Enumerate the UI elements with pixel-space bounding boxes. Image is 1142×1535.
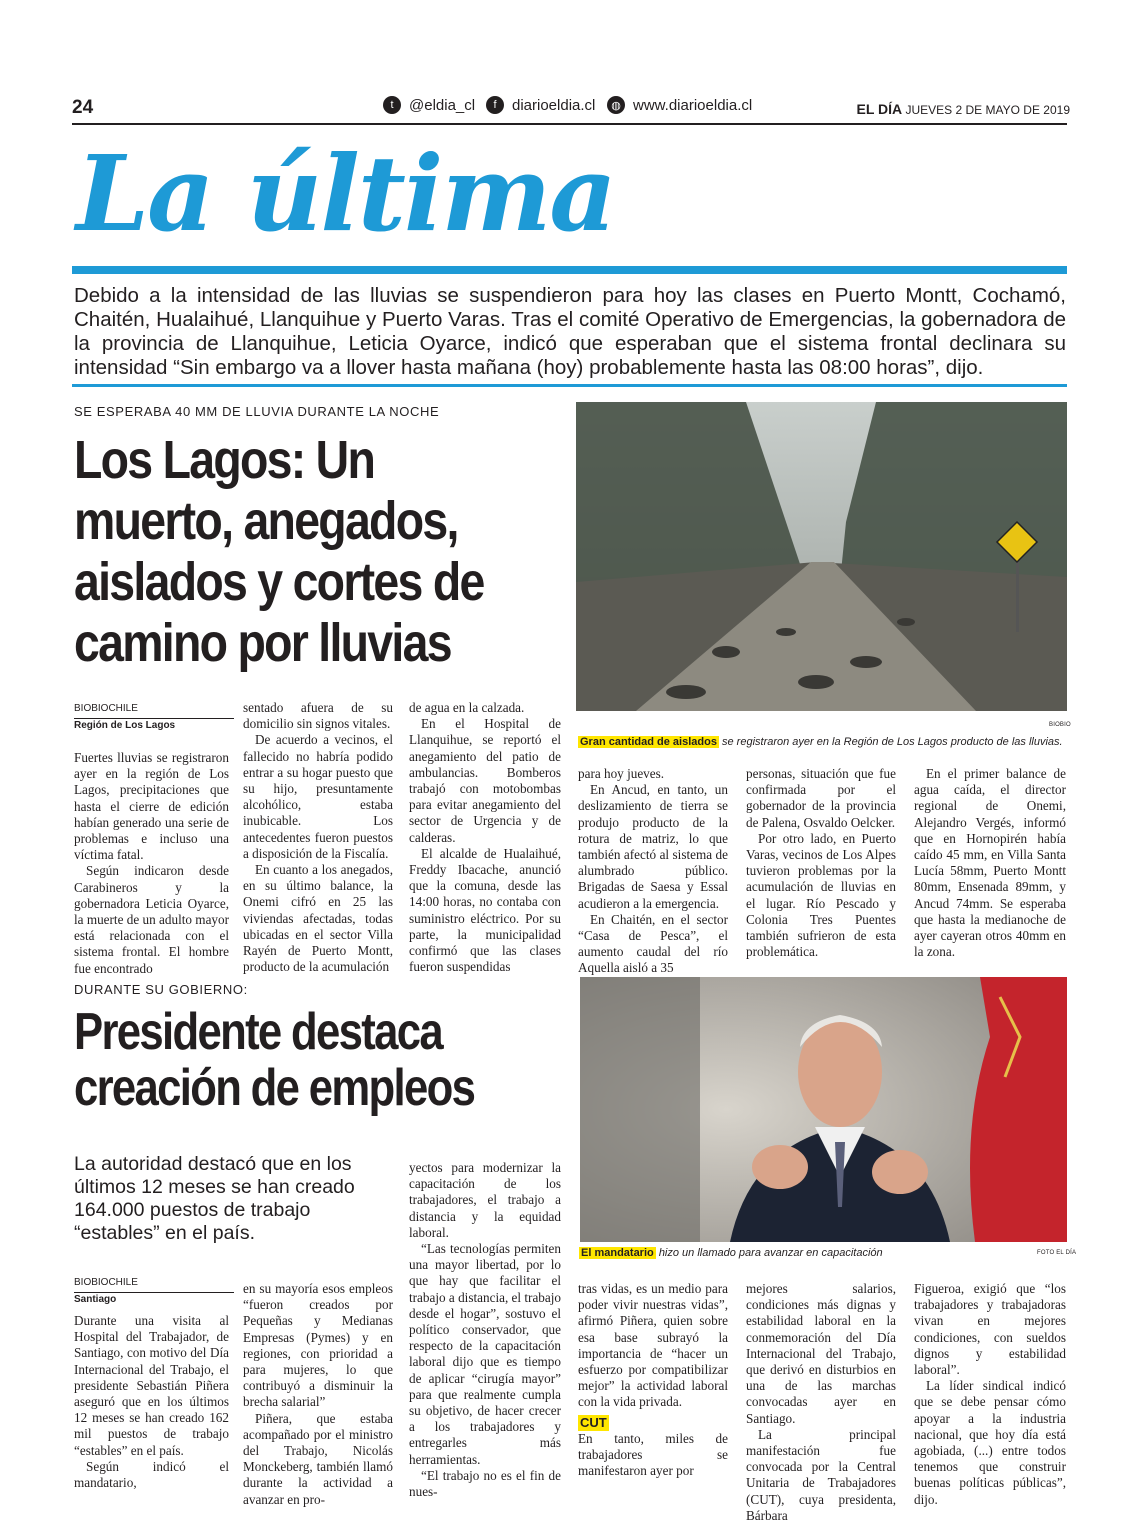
story1-column-4 (578, 766, 728, 977)
story1-byline (74, 702, 234, 733)
twitter-icon: t (383, 96, 401, 114)
story2-paragraph: La principal manifestación fue convocada por la Central Unitaria de Trabajadores (CUT), cuya presidenta, Bárbara (746, 1426, 896, 1523)
story1-caption-bold: Gran cantidad de aislados (580, 736, 717, 748)
story2-paragraph: Durante una visita al Hospital del Trabajador, de Santiago, con motivo del Día Internacional del Trabajo, el presidente Sebastián Piñera aseguró que en los últimos 12 meses se han creado 162 mil puestos de trabajo “estables” en el país. (74, 1313, 229, 1458)
story1-paragraph: Por otro lado, en Puerto Varas, vecinos de Los Alpes tuvieron problemas por la acumulación de lluvias en el lugar. Río Pescado y Colonia Tres Puentes también sufrieron de esta problemática. (746, 830, 896, 960)
president-photo (580, 977, 1067, 1242)
story2-column-3 (409, 1160, 561, 1500)
story2-paragraph: Según indicó el mandatario, (74, 1458, 229, 1491)
story2-paragraph: Piñera, que estaba acompañado por el ministro del Trabajo, Nicolás Monckeberg, también llamó durante la actividad a avanzar en pro- (243, 1410, 393, 1507)
story1-paragraph: El alcalde de Hualaihué, Freddy Ibacache, anunció que la comuna, desde las 14:00 horas, no contaba con suministro eléctrico. Por su parte, la municipalidad confirmó que las clases fueron suspendidas (409, 845, 561, 975)
story1-column-3 (409, 700, 561, 975)
story1-photo-credit: BIOBIO (1049, 722, 1071, 728)
facebook-handle[interactable] (486, 96, 595, 114)
story1-column-6 (914, 766, 1066, 960)
story2-byline-source: BIOBIOCHILE (74, 1277, 138, 1288)
story1-paragraph: En el Hospital de Llanquihue, se reportó el anegamiento del patio de ambulancias. Bomberos trabajó con motobombas para evitar anegamiento del sector de Urgencia y de calderas. (409, 716, 561, 845)
globe-icon: ◍ (607, 96, 625, 114)
story2-headline: Presidente destaca creación de empleos (74, 1003, 475, 1117)
story2-paragraph: yectos para modernizar la capacitación de los trabajadores, el trabajo a distancia y la equidad laboral. (409, 1160, 561, 1240)
story1-paragraph: En Chaitén, en el sector “Casa de Pesca”, el aumento caudal del río Aquella aisló a 35 (578, 911, 728, 976)
story2-paragraph: Figueroa, exigió que “los trabajadores y trabajadoras vivan en mejores condiciones, con sueldos dignos y estabilidad laboral”. (914, 1281, 1066, 1378)
story2-paragraph: La líder sindical indicó que se debe pensar cómo apoyar a la industria nacional, que hoy día está agobiada, (...) entre todos tenemos que construir buenas políticas públicas”, dijo. (914, 1378, 1066, 1507)
section-title: La última (76, 132, 615, 255)
story2-paragraph: mejores salarios, condiciones más dignas y estabilidad laboral en la conmemoración del Día Internacional del Trabajo, que derivó en disturbios en una de las marchas convocadas ayer en Santiago. (746, 1281, 896, 1426)
story1-caption (578, 736, 1068, 748)
story2-byline-place: Santiago (74, 1294, 117, 1305)
flood-photo (576, 402, 1067, 711)
website-link[interactable] (607, 96, 752, 114)
story1-paragraph: En cuanto a los anegados, en su último balance, la Onemi cifró en 25 las viviendas afectadas, todas ubicadas en el sector Villa Rayén de Puerto Montt, producto de la acumulación (243, 862, 393, 975)
section-bar (72, 266, 1067, 274)
story2-caption-text: hizo un llamado para avanzar en capacitación (658, 1247, 883, 1259)
story2-photo-credit: FOTO EL DÍA (1037, 1250, 1077, 1256)
story2-caption-bold: El mandatario (581, 1247, 654, 1259)
story2-paragraph: “Las tecnologías permiten una mayor libertad, por lo que hay que facilitar el trabajo a distancia, el trabajo desde el hogar”, sostuvo el político conservador, que respecto de la capacitación laboral dijo que es tiempo de aplicar “cirugía mayor” para que realmente cumpla su objetivo, de hacer crecer a los trabajadores y entregarles más herramientas. (409, 1241, 561, 1467)
twitter-handle[interactable] (383, 96, 475, 114)
story2-kicker: DURANTE SU GOBIERNO: (74, 982, 248, 997)
story1-paragraph: personas, situación que fue confirmada por el gobernador de la provincia de Palena, Osvaldo Oelcker. (746, 766, 896, 830)
facebook-icon: f (486, 96, 504, 114)
story1-paragraph: de agua en la calzada. (409, 700, 525, 715)
story1-byline-source: BIOBIOCHILE (74, 703, 138, 714)
story2-paragraph: en su mayoría esos empleos “fueron creados por Pequeñas y Medianas Empresas (Pymes) y en regiones, con prioridad a para mujeres, lo que contribuyó a disminuir la brecha salarial” (243, 1281, 393, 1410)
story1-paragraph: para hoy jueves. (578, 766, 665, 781)
story2-byline (74, 1276, 234, 1307)
header-rule (72, 123, 1067, 125)
story1-column-2 (243, 700, 393, 975)
story2-deck: La autoridad destacó que en los últimos 12 meses se han creado 164.000 puestos de trabajo “estables” en el país. (74, 1153, 355, 1244)
story2-column-4 (578, 1281, 728, 1479)
website-text: www.diarioeldia.cl (633, 96, 753, 114)
paper-name: EL DÍA (856, 101, 903, 117)
story1-column-5 (746, 766, 896, 960)
story1-paragraph: sentado afuera de su domicilio sin signos vitales. (243, 700, 393, 732)
story1-kicker: SE ESPERABA 40 MM DE LLUVIA DURANTE LA NOCHE (74, 404, 440, 419)
story1-byline-place: Región de Los Lagos (74, 720, 176, 731)
story1-column-1 (74, 750, 229, 977)
story2-column-2 (243, 1281, 393, 1508)
issue-date: JUEVES 2 DE MAYO DE 2019 (905, 103, 1070, 117)
story2-paragraph: En tanto, miles de trabajadores se manifestaron ayer por (578, 1430, 728, 1479)
story1-paragraph: De acuerdo a vecinos, el fallecido no habría podido entrar a su hogar puesto que su hijo, presuntamente alcohólico, estaba inubicable. Los antecedentes fueron puestos a disposición de la Fiscalía. (243, 732, 393, 861)
lead-rule (72, 384, 1067, 387)
story1-paragraph: Según indicaron desde Carabineros y la gobernadora Leticia Oyarce, la muerte de un adulto mayor está relacionada con el sistema frontal. El hombre fue encontrado (74, 863, 229, 976)
facebook-text: diarioeldia.cl (512, 96, 596, 114)
story1-paragraph: En el primer balance de agua caída, el director regional de Onemi, Alejandro Vergés, informó que en Hornopirén había caído 45 mm, en Villa Santa Lucía 58mm, Puerto Montt 80mm, Ensenada 89mm, y Ancud 74mm. Se esperaba que hasta la medianoche de ayer cayeran otros 40mm en la zona. (914, 766, 1066, 960)
story2-paragraph: “El trabajo no es el fin de nues- (409, 1467, 561, 1500)
story2-caption (579, 1247, 1039, 1259)
lead-paragraph: Debido a la intensidad de las lluvias se suspendieron para hoy las clases en Puerto Montt, Cochamó, Chaitén, Hualaihué, Llanquihue y Puerto Varas. Tras el comité Operativo de Emergencias, la gobernadora de la provincia de Llanquihue, Leticia Oyarce, indicó que esperaban que el sistema frontal declinara su intensidad “Sin embargo va a llover hasta mañana (hoy) probablemente hasta las 08:00 horas”, dijo. (74, 284, 1066, 379)
twitter-text: @eldia_cl (409, 96, 476, 114)
story2-column-6 (914, 1281, 1066, 1508)
story1-paragraph: Fuertes lluvias se registraron ayer en la región de Los Lagos, precipitaciones que hasta el cierre de edición habían generado una serie de problemas e incluso una víctima fatal. (74, 750, 229, 863)
page-number: 24 (72, 97, 94, 118)
masthead (857, 101, 1071, 117)
cut-subhead: CUT (580, 1414, 607, 1430)
story1-headline: Los Lagos: Un muerto, anegados, aislados y cortes de camino por lluvias (74, 430, 484, 673)
story1-caption-text: se registraron ayer en la Región de Los Lagos producto de las lluvias. (722, 736, 1063, 748)
story1-paragraph: En Ancud, en tanto, un deslizamiento de tierra se produjo producto de la rotura de matriz, lo que también afectó al sistema de alumbrado público. Brigadas de Saesa y Essal acudieron a la emergencia. (578, 782, 728, 911)
story2-paragraph: tras vidas, es un medio para poder vivir nuestras vidas”, afirmó Piñera, quien sobre esa base subrayó la importancia de “hacer un esfuerzo por compatibilizar mejor” la actividad laboral con la vida privada. (578, 1281, 728, 1410)
story2-column-1 (74, 1313, 229, 1491)
story2-column-5 (746, 1281, 896, 1524)
